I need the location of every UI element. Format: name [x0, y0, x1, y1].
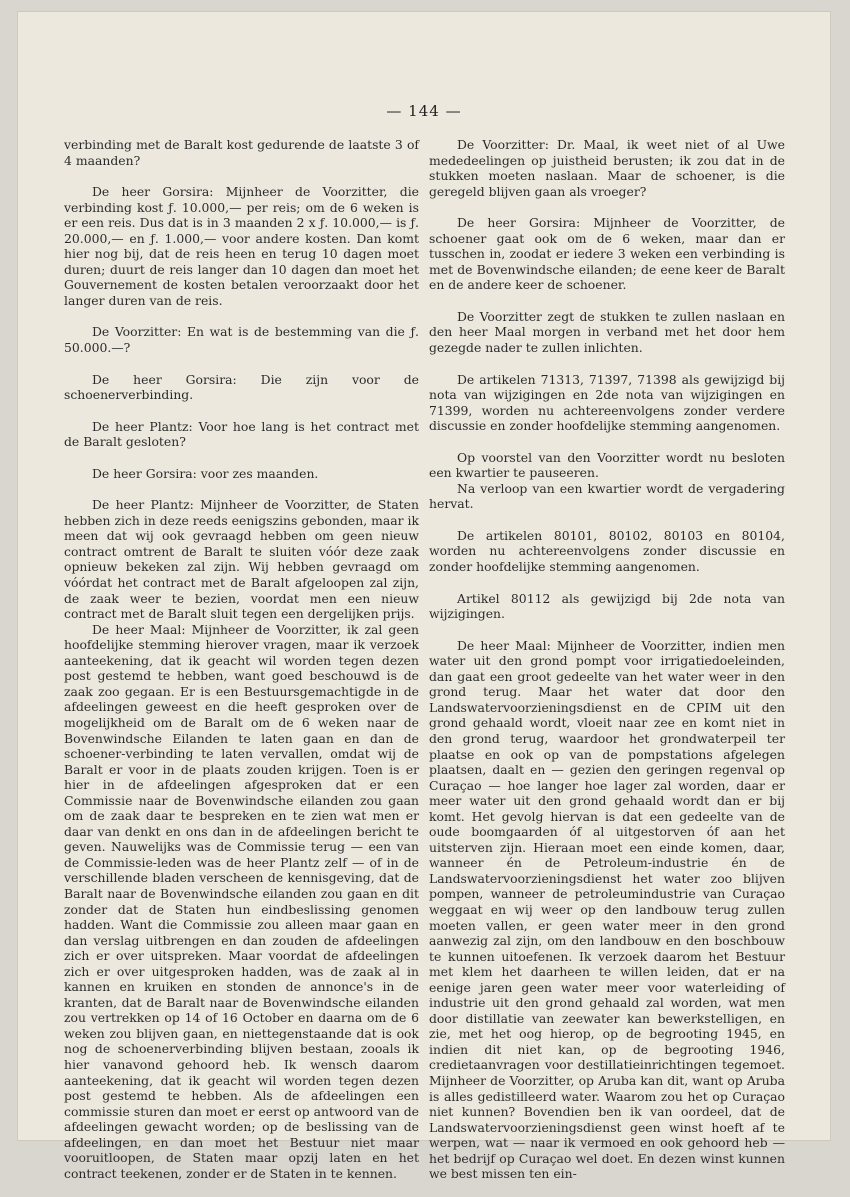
- paragraph: De heer Gorsira: Mijnheer de Voorzitter, de schoener gaat ook om de 6 weken, maar dan er tusschen in, zoodat er iedere 3 weken een verbinding is met de Bovenwindsche eilanden; de eene keer de Baralt en de andere keer de schoener.: [429, 215, 785, 293]
- paragraph: De heer Gorsira: voor zes maanden.: [92, 465, 319, 481]
- page-number: — 144 —: [386, 102, 462, 120]
- paragraph: De heer Plantz: Mijnheer de Voorzitter, de Staten hebben zich in deze reeds eenigszins gebonden, maar ik meen dat wij ook gevraagd hebben om geen nieuw contract omtrent de Baralt te sluiten vóór deze zaak opnieuw bekeken zal zijn. Wij hebben gevraagd om vóórdat het contract met de Baralt afgeloopen zal zijn, de zaak weer te bezien, voordat men een nieuw contract met de Baralt sluit tegen een dergelijken prijs.: [64, 497, 419, 622]
- paragraph: De heer Maal: Mijnheer de Voorzitter, indien men water uit den grond pompt voor irrigatiedoeleinden, dan gaat een groot gedeelte van het water weer in den grond terug. Maar het water dat door den Landswatervoorzieningsdienst en de CPIM uit den grond gehaald wordt, vloeit naar zee en komt niet in den grond terug, waardoor het grondwaterpeil ter plaatse en ook op van de pompstations afgelegen plaatsen, daalt en — gezien den geringen regenval op Curaçao — hoe langer hoe lager zal worden, daar er meer water uit den grond gehaald wordt dan er bij komt. Het gevolg hiervan is dat een gedeelte van de oude boomgaarden óf al uitgestorven óf aan het uitsterven zijn. Hieraan moet een einde komen, daar, wanneer én de Petroleum-industrie én de Landswatervoorzieningsdienst het water zoo blijven pompen, wanneer de petroleumindustrie van Curaçao weggaat en wij weer op den landbouw terug zullen moeten vallen, er geen water meer in den grond aanwezig zal zijn, om den landbouw en den boschbouw te kunnen uitoefenen. Ik verzoek daarom het Bestuur met klem het daarheen te willen leiden, dat er na eenige jaren geen water meer voor waterleiding of industrie uit den grond gehaald zal worden, wat men door distillatie van zeewater kan bewerkstelligen, en zie, met het oog hierop, op de begrooting 1945, en indien dit niet kan, op de begrooting 1946, credietaanvragen voor destillatieinrichtingen tegemoet. Mijnheer de Voorzitter, op Aruba kan dit, want op Aruba is alles gedistilleerd water. Waarom zou het op Curaçao niet kunnen? Bovendien ben ik van oordeel, dat de Landswatervoorzieningsdienst geen winst hoeft af te werpen, wat — naar ik vermoed en ook gehoord heb — het bedrijf op Curaçao wel doet. En dezen winst kunnen we best missen ten ein-: [429, 637, 785, 1182]
- paragraph: De artikelen 80101, 80102, 80103 en 80104, worden nu achtereenvolgens zonder discussie en zonder hoofdelijke stemming aangenomen.: [429, 527, 785, 575]
- left-column: [64, 137, 419, 1197]
- paragraph: De heer Maal: Mijnheer de Voorzitter, ik zal geen hoofdelijke stemming hierover vragen, maar ik verzoek aanteekening, dat ik geacht wil worden tegen dezen post gestemd te hebben, want goed beschouwd is de zaak zoo gegaan. Er is een Bestuursgemachtigde in de afdeelingen geweest en die heeft gesproken over de mogelijkheid om de Baralt om de 6 weken naar de Bovenwindsche Eilanden te laten gaan en dan de schoener-verbinding te laten vervallen, omdat wij de Baralt er voor in de plaats zouden krijgen. Toen is er hier in de afdeelingen afgesproken dat er een Commissie naar de Bovenwindsche eilanden zou gaan om de zaak daar te bespreken en te zien wat men er daar van denkt en ons dan in de afdeelingen bericht te geven. Nauwelijks was de Commissie terug — een van de Commissie-leden was de heer Plantz zelf — of in de verschillende bladen verscheen de kennisgeving, dat de Baralt naar de Bovenwindsche eilanden zou gaan en dit zonder dat de Staten hun eindbeslissing genomen hadden. Want die Commissie zou alleen maar gaan en dan verslag uitbrengen en dan zouden de afdeelingen zich er over uitspreken. Maar voordat de afdeelingen zich er over uitgesproken hadden, was de zaak al in kannen en kruiken en stonden de annonce's in de kranten, dat de Baralt naar de Bovenwindsche eilanden zou vertrekken op 14 of 16 October en daarna om de 6 weken zou blijven gaan, en niettegenstaande dat is ook nog de schoenerverbinding blijven bestaan, zooals ik hier vanavond gehoord heb. Ik wensch daarom aanteekening, dat ik geacht wil worden tegen dezen post gestemd te hebben. Als de afdeelingen een commissie sturen dan moet er eerst op antwoord van de afdeelingen gewacht worden; op de beslissing van de afdeelingen, en dan moet het Bestuur niet maar vooruitloopen, de Staten maar opzij laten en het contract teekenen, zonder er de Staten in te kennen.: [64, 621, 419, 1181]
- paragraph: De heer Gorsira: Mijnheer de Voorzitter, die verbinding kost ƒ. 10.000,— per reis; om de 6 weken is er een reis. Dus dat is in 3 maanden 2 x ƒ. 10.000,— is ƒ. 20.000,— en ƒ. 1.000,— voor andere kosten. Dan komt hier nog bij, dat de reis heen en terug 10 dagen moet duren; duurt de reis langer dan 10 dagen dan moet het Gouvernement de kosten betalen veroorzaakt door het langer duren van de reis.: [64, 184, 419, 308]
- paragraph: verbinding met de Baralt kost gedurende de laatste 3 of 4 maanden?: [64, 137, 419, 168]
- paragraph: De Voorzitter: Dr. Maal, ik weet niet of al Uwe mededeelingen op juistheid berusten; ik zou dat in de stukken moeten naslaan. Maar de schoener, is die geregeld blijven gaan als vroeger?: [429, 137, 785, 199]
- paragraph: De heer Gorsira: Die zijn voor de schoenerverbinding.: [64, 371, 419, 403]
- document-page: [18, 12, 830, 1182]
- paragraph: De heer Plantz: Voor hoe lang is het contract met de Baralt gesloten?: [64, 418, 419, 450]
- paragraph: Na verloop van een kwartier wordt de vergadering hervat.: [429, 480, 785, 512]
- paragraph: Artikel 80112 als gewijzigd bij 2de nota van wijzigingen.: [429, 590, 785, 622]
- paragraph: De artikelen 71313, 71397, 71398 als gewijzigd bij nota van wijzigingen en 2de nota van wijzigingen en 71399, worden nu achtereenvolgens zonder verdere discussie en zonder hoofdelijke stemming aangenomen.: [429, 371, 785, 434]
- paragraph: De Voorzitter zegt de stukken te zullen naslaan en den heer Maal morgen in verband met het door hem gezegde nader te zullen inlichten.: [429, 308, 785, 356]
- paragraph: Op voorstel van den Voorzitter wordt nu besloten een kwartier te pauseeren.: [429, 449, 785, 481]
- paragraph: De Voorzitter: En wat is de bestemming van die ƒ. 50.000.—?: [64, 324, 419, 356]
- right-column: [429, 137, 785, 1182]
